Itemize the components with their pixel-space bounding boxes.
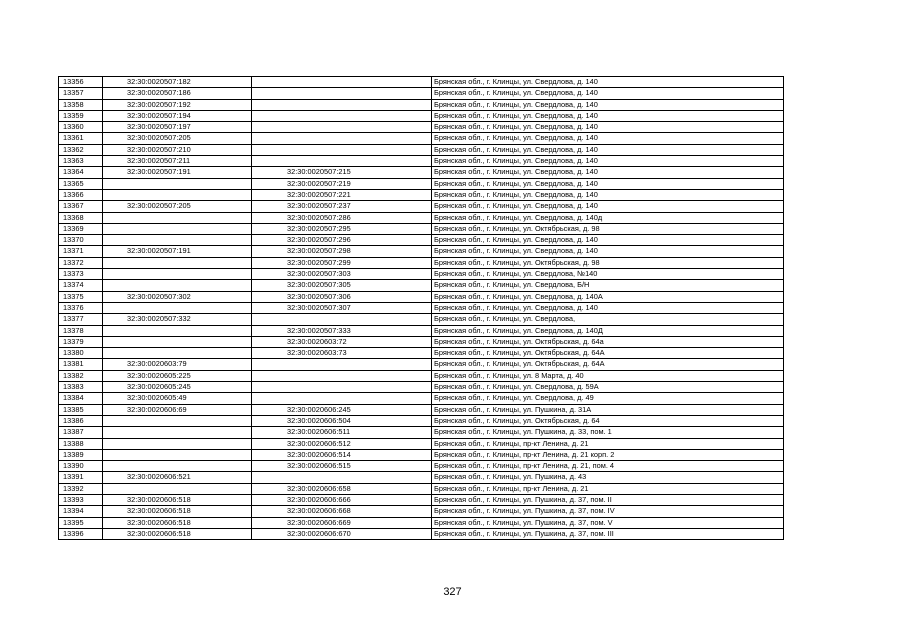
address-cell: Брянская обл., г. Клинцы, ул. Свердлова, д. 140	[432, 122, 784, 133]
row-number-cell: 13383	[59, 382, 103, 393]
table-row	[59, 223, 784, 234]
row-number-cell: 13362	[59, 144, 103, 155]
related-cadastral-number-cell	[252, 133, 432, 144]
address-cell: Брянская обл., г. Клинцы, ул. Свердлова, д. 140	[432, 167, 784, 178]
related-cadastral-number-cell: 32:30:0020606:668	[252, 506, 432, 517]
address-cell: Брянская обл., г. Клинцы, ул. Свердлова, д. 140	[432, 235, 784, 246]
cadastral-number-cell	[103, 348, 252, 359]
cadastral-number-cell: 32:30:0020605:225	[103, 370, 252, 381]
row-number-cell: 13395	[59, 517, 103, 528]
row-number-cell: 13389	[59, 449, 103, 460]
cadastral-number-cell: 32:30:0020606:518	[103, 517, 252, 528]
table-row	[59, 359, 784, 370]
related-cadastral-number-cell	[252, 77, 432, 88]
address-cell: Брянская обл., г. Клинцы, ул. Пушкина, д. 37, пом. III	[432, 528, 784, 539]
address-cell: Брянская обл., г. Клинцы, ул. Свердлова, д. 140	[432, 246, 784, 257]
table-row	[59, 528, 784, 539]
cadastral-number-cell	[103, 269, 252, 280]
address-cell: Брянская обл., г. Клинцы, пр-кт Ленина, д. 21 корп. 2	[432, 449, 784, 460]
related-cadastral-number-cell	[252, 122, 432, 133]
table-row	[59, 517, 784, 528]
row-number-cell: 13396	[59, 528, 103, 539]
cadastral-number-cell	[103, 438, 252, 449]
address-cell: Брянская обл., г. Клинцы, ул. Свердлова, Б/Н	[432, 280, 784, 291]
address-cell: Брянская обл., г. Клинцы, ул. Свердлова, д. 59А	[432, 382, 784, 393]
related-cadastral-number-cell: 32:30:0020507:295	[252, 223, 432, 234]
related-cadastral-number-cell: 32:30:0020507:298	[252, 246, 432, 257]
table-row	[59, 212, 784, 223]
address-cell: Брянская обл., г. Клинцы, пр-кт Ленина, д. 21, пом. 4	[432, 461, 784, 472]
table-row	[59, 269, 784, 280]
table-row	[59, 77, 784, 88]
row-number-cell: 13375	[59, 291, 103, 302]
related-cadastral-number-cell: 32:30:0020507:219	[252, 178, 432, 189]
row-number-cell: 13384	[59, 393, 103, 404]
cadastral-number-cell	[103, 427, 252, 438]
table-row	[59, 189, 784, 200]
row-number-cell: 13394	[59, 506, 103, 517]
cadastral-number-cell: 32:30:0020606:518	[103, 528, 252, 539]
cadastral-number-cell: 32:30:0020507:205	[103, 201, 252, 212]
row-number-cell: 13393	[59, 494, 103, 505]
row-number-cell: 13369	[59, 223, 103, 234]
related-cadastral-number-cell: 32:30:0020507:221	[252, 189, 432, 200]
table-row	[59, 506, 784, 517]
address-cell: Брянская обл., г. Клинцы, ул. Свердлова, д. 140	[432, 110, 784, 121]
related-cadastral-number-cell: 32:30:0020507:306	[252, 291, 432, 302]
cadastral-number-cell: 32:30:0020606:69	[103, 404, 252, 415]
table-row	[59, 415, 784, 426]
related-cadastral-number-cell: 32:30:0020507:303	[252, 269, 432, 280]
cadastral-number-cell: 32:30:0020603:79	[103, 359, 252, 370]
row-number-cell: 13376	[59, 302, 103, 313]
row-number-cell: 13388	[59, 438, 103, 449]
table-row	[59, 461, 784, 472]
table-row	[59, 235, 784, 246]
related-cadastral-number-cell: 32:30:0020507:286	[252, 212, 432, 223]
cadastral-number-cell	[103, 336, 252, 347]
table-row	[59, 201, 784, 212]
table-row	[59, 280, 784, 291]
address-cell: Брянская обл., г. Клинцы, ул. Свердлова, д. 140А	[432, 291, 784, 302]
table-row	[59, 370, 784, 381]
table-row	[59, 483, 784, 494]
cadastral-number-cell: 32:30:0020507:205	[103, 133, 252, 144]
row-number-cell: 13357	[59, 88, 103, 99]
row-number-cell: 13358	[59, 99, 103, 110]
related-cadastral-number-cell: 32:30:0020507:296	[252, 235, 432, 246]
related-cadastral-number-cell	[252, 382, 432, 393]
cadastral-number-cell: 32:30:0020606:521	[103, 472, 252, 483]
table-row	[59, 246, 784, 257]
cadastral-number-cell	[103, 235, 252, 246]
address-cell: Брянская обл., г. Клинцы, ул. 8 Марта, д. 40	[432, 370, 784, 381]
table-row	[59, 449, 784, 460]
row-number-cell: 13363	[59, 156, 103, 167]
table-row	[59, 393, 784, 404]
table-row	[59, 302, 784, 313]
address-cell: Брянская обл., г. Клинцы, ул. Свердлова, д. 49	[432, 393, 784, 404]
related-cadastral-number-cell	[252, 370, 432, 381]
row-number-cell: 13356	[59, 77, 103, 88]
table-row	[59, 348, 784, 359]
related-cadastral-number-cell: 32:30:0020603:72	[252, 336, 432, 347]
table-row	[59, 88, 784, 99]
cadastral-number-cell	[103, 212, 252, 223]
registry-table	[58, 76, 784, 540]
table-row	[59, 178, 784, 189]
related-cadastral-number-cell: 32:30:0020606:245	[252, 404, 432, 415]
row-number-cell: 13381	[59, 359, 103, 370]
table-row	[59, 133, 784, 144]
table-row	[59, 156, 784, 167]
address-cell: Брянская обл., г. Клинцы, ул. Пушкина, д. 33, пом. 1	[432, 427, 784, 438]
cadastral-number-cell	[103, 189, 252, 200]
row-number-cell: 13385	[59, 404, 103, 415]
cadastral-number-cell: 32:30:0020507:194	[103, 110, 252, 121]
related-cadastral-number-cell: 32:30:0020603:73	[252, 348, 432, 359]
address-cell: Брянская обл., г. Клинцы, ул. Пушкина, д. 31А	[432, 404, 784, 415]
row-number-cell: 13372	[59, 257, 103, 268]
table-row	[59, 472, 784, 483]
related-cadastral-number-cell: 32:30:0020606:515	[252, 461, 432, 472]
related-cadastral-number-cell	[252, 99, 432, 110]
row-number-cell: 13391	[59, 472, 103, 483]
table-row	[59, 144, 784, 155]
cadastral-number-cell	[103, 280, 252, 291]
related-cadastral-number-cell: 32:30:0020606:504	[252, 415, 432, 426]
row-number-cell: 13382	[59, 370, 103, 381]
related-cadastral-number-cell: 32:30:0020606:512	[252, 438, 432, 449]
address-cell: Брянская обл., г. Клинцы, ул. Свердлова, д. 140	[432, 144, 784, 155]
row-number-cell: 13377	[59, 314, 103, 325]
row-number-cell: 13359	[59, 110, 103, 121]
address-cell: Брянская обл., г. Клинцы, пр-кт Ленина, д. 21	[432, 438, 784, 449]
cadastral-number-cell: 32:30:0020606:518	[103, 494, 252, 505]
cadastral-number-cell	[103, 325, 252, 336]
cadastral-number-cell: 32:30:0020605:49	[103, 393, 252, 404]
related-cadastral-number-cell: 32:30:0020507:307	[252, 302, 432, 313]
related-cadastral-number-cell	[252, 156, 432, 167]
related-cadastral-number-cell: 32:30:0020507:305	[252, 280, 432, 291]
address-cell: Брянская обл., г. Клинцы, ул. Пушкина, д. 37, пом. IV	[432, 506, 784, 517]
address-cell: Брянская обл., г. Клинцы, ул. Октябрьская, д. 98	[432, 223, 784, 234]
related-cadastral-number-cell: 32:30:0020507:215	[252, 167, 432, 178]
table-row	[59, 314, 784, 325]
row-number-cell: 13371	[59, 246, 103, 257]
table-row	[59, 404, 784, 415]
address-cell: Брянская обл., г. Клинцы, ул. Свердлова, д. 140	[432, 99, 784, 110]
cadastral-number-cell: 32:30:0020507:182	[103, 77, 252, 88]
related-cadastral-number-cell: 32:30:0020507:237	[252, 201, 432, 212]
row-number-cell: 13378	[59, 325, 103, 336]
cadastral-number-cell	[103, 415, 252, 426]
row-number-cell: 13360	[59, 122, 103, 133]
table-row	[59, 257, 784, 268]
row-number-cell: 13374	[59, 280, 103, 291]
cadastral-number-cell	[103, 483, 252, 494]
address-cell: Брянская обл., г. Клинцы, ул. Октябрьская, д. 64а	[432, 336, 784, 347]
related-cadastral-number-cell	[252, 110, 432, 121]
table-row	[59, 427, 784, 438]
address-cell: Брянская обл., г. Клинцы, ул. Пушкина, д. 37, пом. II	[432, 494, 784, 505]
cadastral-number-cell	[103, 257, 252, 268]
page-number: 327	[443, 586, 462, 598]
table-row	[59, 122, 784, 133]
cadastral-number-cell: 32:30:0020507:197	[103, 122, 252, 133]
cadastral-number-cell: 32:30:0020507:210	[103, 144, 252, 155]
cadastral-number-cell: 32:30:0020606:518	[103, 506, 252, 517]
address-cell: Брянская обл., г. Клинцы, ул. Свердлова, д. 140	[432, 133, 784, 144]
row-number-cell: 13386	[59, 415, 103, 426]
table-row	[59, 382, 784, 393]
address-cell: Брянская обл., г. Клинцы, ул. Октябрьская, д. 64А	[432, 359, 784, 370]
address-cell: Брянская обл., г. Клинцы, ул. Свердлова, №140	[432, 269, 784, 280]
row-number-cell: 13390	[59, 461, 103, 472]
related-cadastral-number-cell	[252, 393, 432, 404]
address-cell: Брянская обл., г. Клинцы, ул. Свердлова, д. 140	[432, 201, 784, 212]
related-cadastral-number-cell	[252, 314, 432, 325]
address-cell: Брянская обл., г. Клинцы, ул. Свердлова, д. 140д	[432, 212, 784, 223]
address-cell: Брянская обл., г. Клинцы, ул. Свердлова, д. 140	[432, 156, 784, 167]
address-cell: Брянская обл., г. Клинцы, ул. Пушкина, д. 43	[432, 472, 784, 483]
row-number-cell: 13368	[59, 212, 103, 223]
related-cadastral-number-cell	[252, 144, 432, 155]
row-number-cell: 13365	[59, 178, 103, 189]
address-cell: Брянская обл., г. Клинцы, ул. Свердлова, д. 140	[432, 77, 784, 88]
row-number-cell: 13373	[59, 269, 103, 280]
row-number-cell: 13366	[59, 189, 103, 200]
related-cadastral-number-cell: 32:30:0020606:514	[252, 449, 432, 460]
cadastral-number-cell: 32:30:0020507:186	[103, 88, 252, 99]
table-row	[59, 325, 784, 336]
address-cell: Брянская обл., г. Клинцы, ул. Свердлова, д. 140	[432, 88, 784, 99]
address-cell: Брянская обл., г. Клинцы, ул. Свердлова, д. 140	[432, 178, 784, 189]
row-number-cell: 13387	[59, 427, 103, 438]
row-number-cell: 13380	[59, 348, 103, 359]
cadastral-number-cell: 32:30:0020507:191	[103, 246, 252, 257]
related-cadastral-number-cell	[252, 88, 432, 99]
cadastral-number-cell: 32:30:0020507:332	[103, 314, 252, 325]
address-cell: Брянская обл., г. Клинцы, ул. Пушкина, д. 37, пом. V	[432, 517, 784, 528]
related-cadastral-number-cell	[252, 359, 432, 370]
address-cell: Брянская обл., г. Клинцы, ул. Свердлова,	[432, 314, 784, 325]
table-row	[59, 99, 784, 110]
row-number-cell: 13361	[59, 133, 103, 144]
related-cadastral-number-cell: 32:30:0020606:658	[252, 483, 432, 494]
row-number-cell: 13370	[59, 235, 103, 246]
address-cell: Брянская обл., г. Клинцы, ул. Свердлова, д. 140	[432, 302, 784, 313]
cadastral-number-cell: 32:30:0020507:191	[103, 167, 252, 178]
related-cadastral-number-cell	[252, 472, 432, 483]
cadastral-number-cell: 32:30:0020507:302	[103, 291, 252, 302]
related-cadastral-number-cell: 32:30:0020507:299	[252, 257, 432, 268]
table-row	[59, 110, 784, 121]
table-row	[59, 291, 784, 302]
cadastral-number-cell	[103, 461, 252, 472]
registry-table-body	[59, 77, 784, 540]
cadastral-number-cell: 32:30:0020507:211	[103, 156, 252, 167]
cadastral-number-cell: 32:30:0020507:192	[103, 99, 252, 110]
address-cell: Брянская обл., г. Клинцы, пр-кт Ленина, д. 21	[432, 483, 784, 494]
cadastral-number-cell: 32:30:0020605:245	[103, 382, 252, 393]
table-row	[59, 167, 784, 178]
related-cadastral-number-cell: 32:30:0020507:333	[252, 325, 432, 336]
address-cell: Брянская обл., г. Клинцы, ул. Октябрьская, д. 98	[432, 257, 784, 268]
address-cell: Брянская обл., г. Клинцы, ул. Свердлова, д. 140	[432, 189, 784, 200]
cadastral-number-cell	[103, 449, 252, 460]
table-row	[59, 336, 784, 347]
cadastral-number-cell	[103, 223, 252, 234]
related-cadastral-number-cell: 32:30:0020606:666	[252, 494, 432, 505]
related-cadastral-number-cell: 32:30:0020606:670	[252, 528, 432, 539]
related-cadastral-number-cell: 32:30:0020606:669	[252, 517, 432, 528]
table-row	[59, 494, 784, 505]
cadastral-number-cell	[103, 302, 252, 313]
related-cadastral-number-cell: 32:30:0020606:511	[252, 427, 432, 438]
address-cell: Брянская обл., г. Клинцы, ул. Октябрьская, д. 64	[432, 415, 784, 426]
row-number-cell: 13364	[59, 167, 103, 178]
row-number-cell: 13367	[59, 201, 103, 212]
row-number-cell: 13379	[59, 336, 103, 347]
address-cell: Брянская обл., г. Клинцы, ул. Свердлова, д. 140Д	[432, 325, 784, 336]
address-cell: Брянская обл., г. Клинцы, ул. Октябрьская, д. 64А	[432, 348, 784, 359]
row-number-cell: 13392	[59, 483, 103, 494]
table-row	[59, 438, 784, 449]
cadastral-number-cell	[103, 178, 252, 189]
